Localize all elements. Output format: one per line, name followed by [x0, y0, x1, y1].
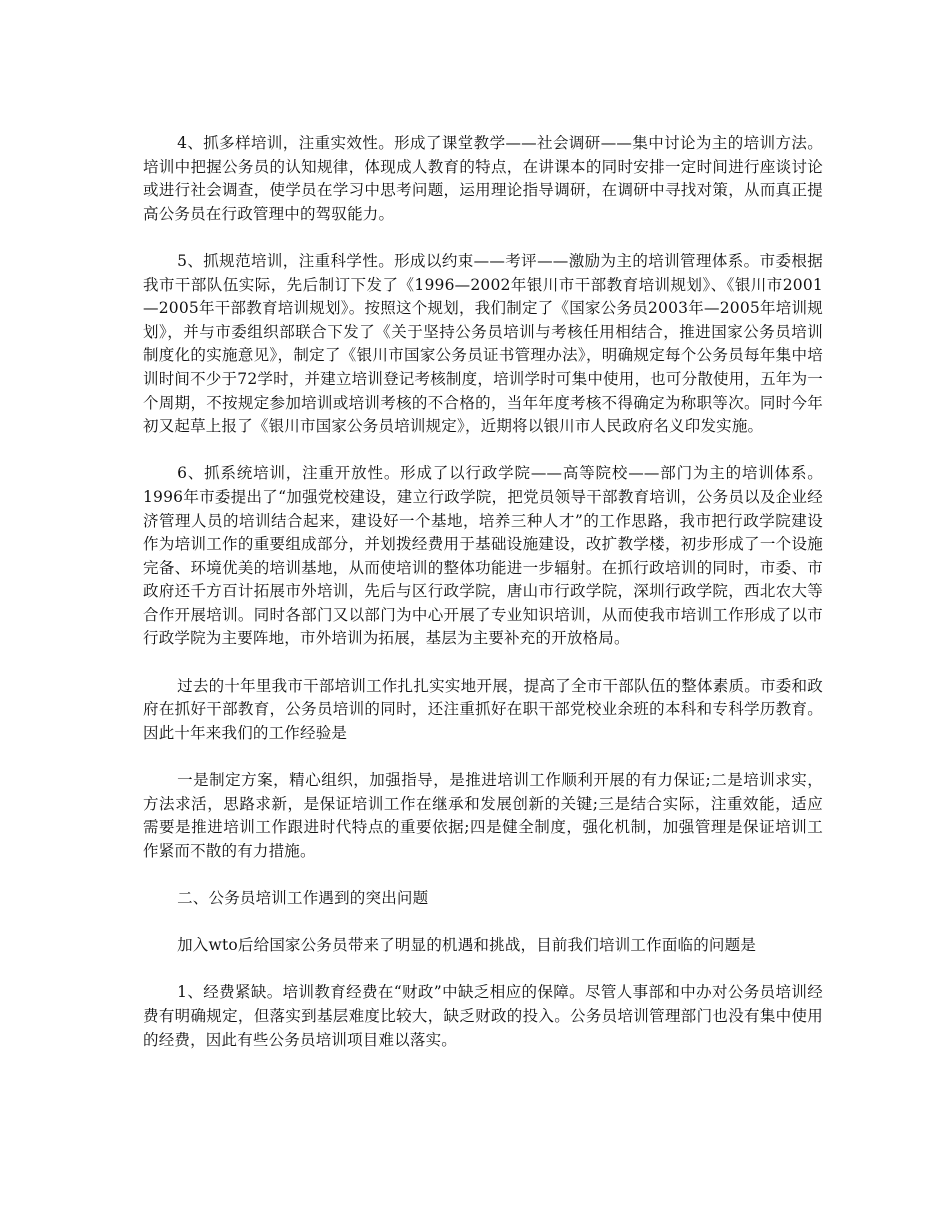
- paragraph-point-5: 5、抓规范培训，注重科学性。形成以约束——考评——激励为主的培训管理体系。市委根据我市干部队伍实际，先后制订下发了《1996—2002年银川市干部教育培训规划》、《银川市2001—2005年干部教育培训规划》。按照这个规划，我们制定了《国家公务员2003年—2005年培训规划》，并与市委组织部联合下发了《关于坚持公务员培训与考核任用相结合，推进国家公务员培训制度化的实施意见》，制定了《银川市国家公务员证书管理办法》，明确规定每个公务员每年集中培训时间不少于72学时，并建立培训登记考核制度，培训学时可集中使用，也可分散使用，五年为一个周期，不按规定参加培训或培训考核的不合格的，当年年度考核不得确定为称职等次。同时今年初又起草上报了《银川市国家公务员培训规定》，近期将以银川市人民政府名义印发实施。: [143, 251, 823, 436]
- paragraph-problem-1: 1、经费紧缺。培训教育经费在“财政”中缺乏相应的保障。尽管人事部和中办对公务员培训经费有明确规定，但落实到基层难度比较大，缺乏财政的投入。公务员培训管理部门也没有集中使用的经费，因此有些公务员培训项目难以落实。: [143, 983, 823, 1049]
- paragraph-experience: 一是制定方案，精心组织，加强指导，是推进培训工作顺利开展的有力保证;二是培训求实，方法求活，思路求新，是保证培训工作在继承和发展创新的关键;三是结合实际，注重效能，适应需要是推进培训工作跟进时代特点的重要依据;四是健全制度，强化机制，加强管理是保证培训工作紧而不散的有力措施。: [143, 771, 823, 860]
- paragraph-point-6: 6、抓系统培训，注重开放性。形成了以行政学院——高等院校——部门为主的培训体系。1996年市委提出了“加强党校建设，建立行政学院，把党员领导干部教育培训，公务员以及企业经济管理人员的培训结合起来，建设好一个基地，培养三种人才”的工作思路，我市把行政学院建设作为培训工作的重要组成部分，并划拨经费用于基础设施建设，改扩教学楼，初步形成了一个设施完备、环境优美的培训基地，从而使培训的整体功能进一步辐射。在抓行政培训的同时，市委、市政府还千方百计拓展市外培训，先后与区行政学院，唐山市行政学院，深圳行政学院，西北农大等合作开展培训。同时各部门又以部门为中心开展了专业知识培训，从而使我市培训工作形成了以市行政学院为主要阵地，市外培训为拓展，基层为主要补充的开放格局。: [143, 464, 823, 648]
- paragraph-wto-intro: 加入wto后给国家公务员带来了明显的机遇和挑战，目前我们培训工作面临的问题是: [177, 936, 757, 955]
- document-body: [143, 132, 823, 1076]
- section-heading-problems: 二、公务员培训工作遇到的突出问题: [177, 889, 429, 907]
- paragraph-summary: 过去的十年里我市干部培训工作扎扎实实地开展，提高了全市干部队伍的整体素质。市委和政府在抓好干部教育，公务员培训的同时，还注重抓好在职干部党校业余班的本科和专科学历教育。因此十年来我们的工作经验是: [143, 676, 823, 742]
- paragraph-point-4: 4、抓多样培训，注重实效性。形成了课堂教学——社会调研——集中讨论为主的培训方法。培训中把握公务员的认知规律，体现成人教育的特点，在讲课本的同时安排一定时间进行座谈讨论或进行社会调查，使学员在学习中思考问题，运用理论指导调研，在调研中寻找对策，从而真正提高公务员在行政管理中的驾驭能力。: [143, 134, 823, 223]
